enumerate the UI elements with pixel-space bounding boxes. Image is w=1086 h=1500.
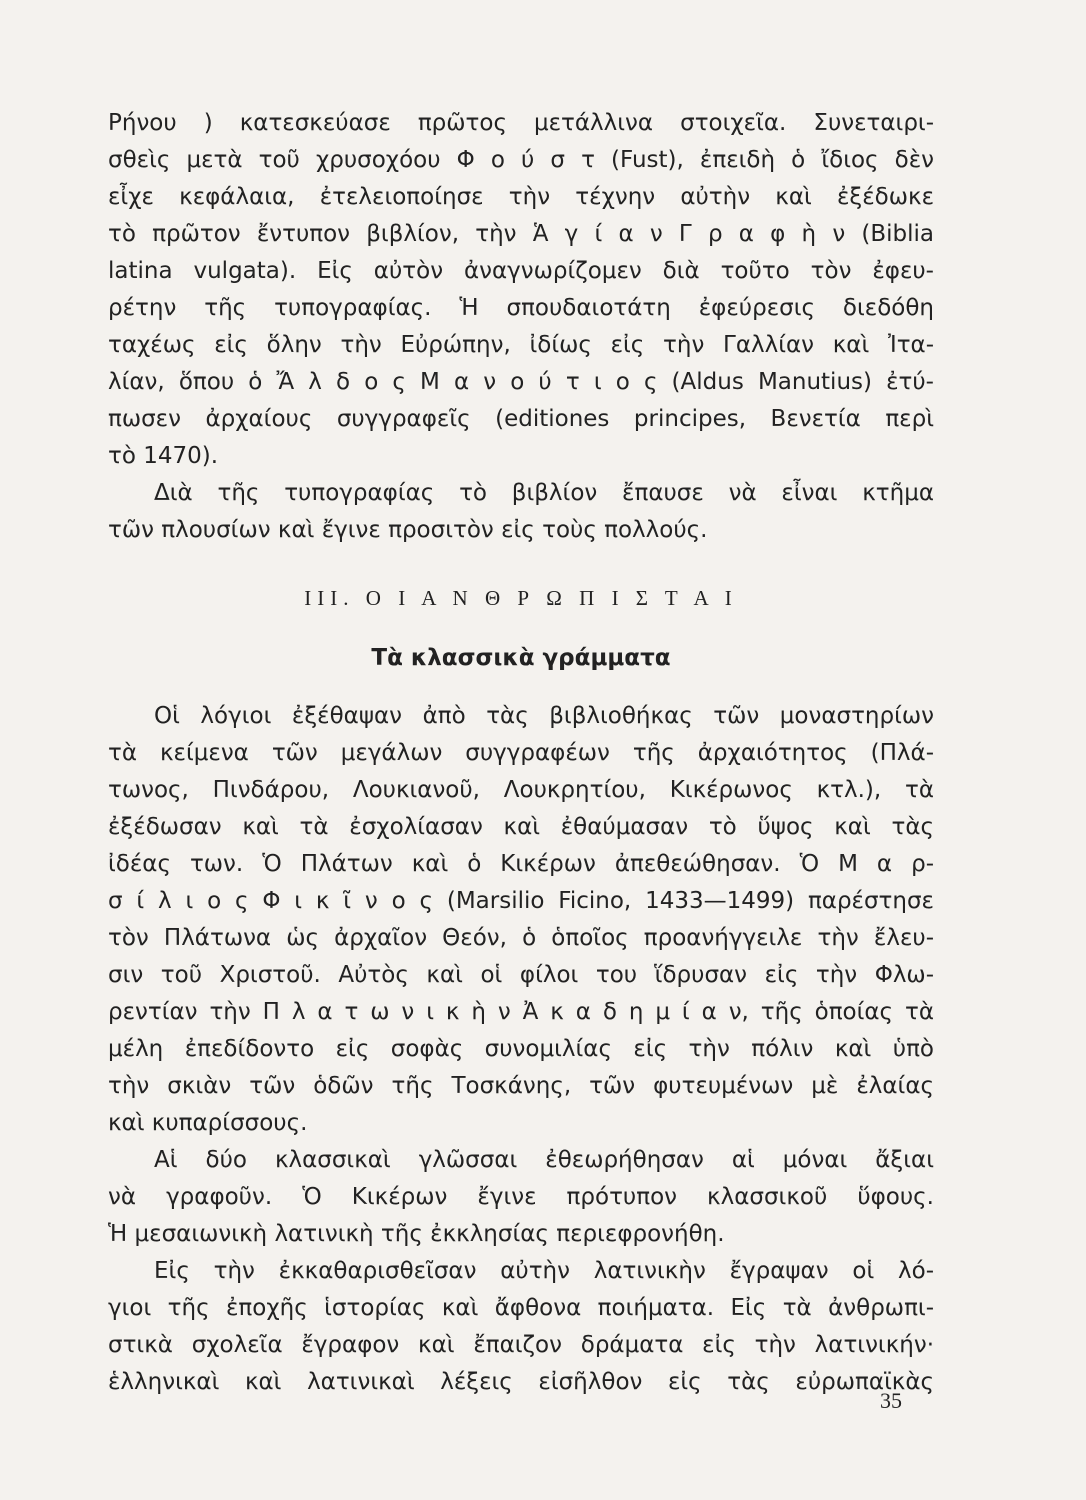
text-line: ἐξέδωσαν καὶ τὰ ἐσχολίασαν καὶ ἐθαύμασαν τὸ ὕψος καὶ τὰς bbox=[108, 814, 934, 840]
text-line: λίαν, ὅπου ὁ Ἄ λ δ ο ς Μ α ν ο ύ τ ι ο ς (Aldus Manutius) ἐτύ- bbox=[108, 369, 934, 395]
subsection-title: Τὰ κλασσικὰ γράμματα bbox=[371, 645, 671, 671]
text-line: τὴν σκιὰν τῶν ὁδῶν τῆς Τοσκάνης, τῶν φυτευμένων μὲ ἐλαίας bbox=[108, 1073, 934, 1099]
text-line: στικὰ σχολεῖα ἔγραφον καὶ ἔπαιζον δράματα εἰς τὴν λατινικήν· bbox=[108, 1332, 934, 1358]
text-line: τὰ κείμενα τῶν μεγάλων συγγραφέων τῆς ἀρχαιότητος (Πλά- bbox=[108, 740, 934, 766]
page-number: 35 bbox=[880, 1388, 902, 1413]
text-line: Αἱ δύο κλασσικαὶ γλῶσσαι ἐθεωρήθησαν αἱ μόναι ἄξιαι bbox=[154, 1147, 934, 1173]
text-line: Εἰς τὴν ἐκκαθαρισθεῖσαν αὐτὴν λατινικὴν ἔγραψαν οἱ λό- bbox=[154, 1258, 934, 1284]
text-line: τωνος, Πινδάρου, Λουκιανοῦ, Λουκρητίου, Κικέρωνος κτλ.), τὰ bbox=[108, 777, 934, 803]
text-line: σιν τοῦ Χριστοῦ. Αὐτὸς καὶ οἱ φίλοι του ἵδρυσαν εἰς τὴν Φλω- bbox=[108, 962, 934, 988]
text-line: ταχέως εἰς ὅλην τὴν Εὐρώπην, ἰδίως εἰς τὴν Γαλλίαν καὶ Ἰτα- bbox=[108, 332, 934, 358]
text-line: ρεντίαν τὴν Π λ α τ ω ν ι κ ὴ ν Ἀ κ α δ η μ ί α ν, τῆς ὁποίας τὰ bbox=[108, 999, 934, 1025]
text-line: τὸ 1470). bbox=[108, 443, 219, 469]
text-line: πωσεν ἀρχαίους συγγραφεῖς (editiones principes, Βενετία περὶ bbox=[108, 406, 934, 432]
text-line: Διὰ τῆς τυπογραφίας τὸ βιβλίον ἔπαυσε νὰ εἶναι κτῆμα bbox=[154, 480, 934, 506]
text-line: latina vulgata). Εἰς αὐτὸν ἀναγνωρίζομεν διὰ τοῦτο τὸν ἐφευ- bbox=[108, 258, 934, 284]
text-line: Ρήνου ) κατεσκεύασε πρῶτος μετάλλινα στοιχεῖα. Συνεταιρι- bbox=[108, 110, 934, 136]
text-line: τὸ πρῶτον ἔντυπον βιβλίον, τὴν Ἁ γ ί α ν Γ ρ α φ ὴ ν (Biblia bbox=[108, 221, 934, 247]
text-line: εἶχε κεφάλαια, ἐτελειοποίησε τὴν τέχνην αὐτὴν καὶ ἐξέδωκε bbox=[108, 184, 934, 210]
text-line: καὶ κυπαρίσσους. bbox=[108, 1110, 308, 1136]
section-title: III. Ο Ι Α Ν Θ Ρ Ω Π Ι Σ Τ Α Ι bbox=[304, 586, 738, 610]
text-line: Ἡ μεσαιωνικὴ λατινικὴ τῆς ἐκκλησίας περιεφρονήθη. bbox=[108, 1221, 725, 1247]
text-line: γιοι τῆς ἐποχῆς ἱστορίας καὶ ἄφθονα ποιήματα. Εἰς τὰ ἀνθρωπι- bbox=[108, 1295, 934, 1321]
text-line: ρέτην τῆς τυπογραφίας. Ἡ σπουδαιοτάτη ἐφεύρεσις διεδόθη bbox=[108, 295, 934, 321]
text-line: τῶν πλουσίων καὶ ἔγινε προσιτὸν εἰς τοὺς πολλούς. bbox=[108, 517, 708, 543]
text-line: σθεὶς μετὰ τοῦ χρυσοχόου Φ ο ύ σ τ (Fust), ἐπειδὴ ὁ ἴδιος δὲν bbox=[108, 147, 934, 173]
text-line: νὰ γραφοῦν. Ὁ Κικέρων ἔγινε πρότυπον κλασσικοῦ ὕφους. bbox=[108, 1184, 934, 1210]
text-line: σ ί λ ι ο ς Φ ι κ ῖ ν ο ς (Marsilio Ficino, 1433—1499) παρέστησε bbox=[108, 888, 934, 914]
text-line: ἰδέας των. Ὁ Πλάτων καὶ ὁ Κικέρων ἀπεθεώθησαν. Ὁ Μ α ρ- bbox=[108, 851, 934, 877]
text-line: Οἱ λόγιοι ἐξέθαψαν ἀπὸ τὰς βιβλιοθήκας τῶν μοναστηρίων bbox=[154, 703, 934, 729]
text-line: ἑλληνικαὶ καὶ λατινικαὶ λέξεις εἰσῆλθον εἰς τὰς εὐρωπαϊκὰς bbox=[108, 1369, 934, 1395]
text-line: τὸν Πλάτωνα ὡς ἀρχαῖον Θεόν, ὁ ὁποῖος προανήγγειλε τὴν ἔλευ- bbox=[108, 925, 934, 951]
text-line: μέλη ἐπεδίδοντο εἰς σοφὰς συνομιλίας εἰς τὴν πόλιν καὶ ὑπὸ bbox=[108, 1036, 934, 1062]
